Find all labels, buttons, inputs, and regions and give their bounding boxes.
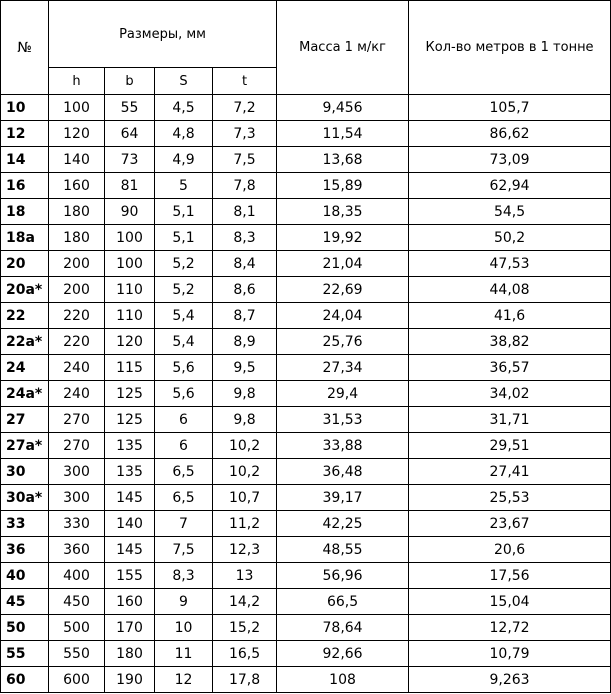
h-cell: 200 [49,251,105,277]
h-cell: 270 [49,407,105,433]
s-cell: 6 [155,407,213,433]
s-cell: 12 [155,667,213,693]
s-cell: 5,1 [155,199,213,225]
h-cell: 240 [49,381,105,407]
table-row [1,173,611,199]
profile-number-cell: 22 [1,303,49,329]
meters-cell: 105,7 [409,95,611,121]
mass-cell: 29,4 [277,381,409,407]
t-cell: 7,2 [213,95,277,121]
header-b: b [105,68,155,95]
meters-cell: 23,67 [409,511,611,537]
s-cell: 9 [155,589,213,615]
profile-number-cell: 24 [1,355,49,381]
b-cell: 81 [105,173,155,199]
meters-cell: 34,02 [409,381,611,407]
table-row [1,615,611,641]
t-cell: 8,9 [213,329,277,355]
profile-number-cell: 24а* [1,381,49,407]
t-cell: 10,2 [213,459,277,485]
table-row [1,381,611,407]
t-cell: 8,6 [213,277,277,303]
h-cell: 240 [49,355,105,381]
header-number: № [1,1,49,95]
h-cell: 400 [49,563,105,589]
b-cell: 170 [105,615,155,641]
mass-cell: 21,04 [277,251,409,277]
t-cell: 7,5 [213,147,277,173]
h-cell: 220 [49,329,105,355]
s-cell: 7,5 [155,537,213,563]
mass-cell: 39,17 [277,485,409,511]
b-cell: 110 [105,303,155,329]
header-mass: Масса 1 м/кг [277,1,409,95]
s-cell: 10 [155,615,213,641]
profile-number-cell: 16 [1,173,49,199]
s-cell: 4,8 [155,121,213,147]
h-cell: 300 [49,485,105,511]
table-row [1,199,611,225]
b-cell: 135 [105,433,155,459]
t-cell: 7,3 [213,121,277,147]
t-cell: 14,2 [213,589,277,615]
profile-number-cell: 22а* [1,329,49,355]
mass-cell: 78,64 [277,615,409,641]
b-cell: 140 [105,511,155,537]
h-cell: 100 [49,95,105,121]
mass-cell: 19,92 [277,225,409,251]
h-cell: 450 [49,589,105,615]
h-cell: 550 [49,641,105,667]
meters-cell: 29,51 [409,433,611,459]
s-cell: 5,6 [155,355,213,381]
profile-number-cell: 27 [1,407,49,433]
meters-cell: 44,08 [409,277,611,303]
s-cell: 8,3 [155,563,213,589]
t-cell: 9,8 [213,381,277,407]
h-cell: 330 [49,511,105,537]
b-cell: 90 [105,199,155,225]
meters-cell: 25,53 [409,485,611,511]
b-cell: 160 [105,589,155,615]
table-row [1,485,611,511]
b-cell: 125 [105,407,155,433]
profile-number-cell: 20а* [1,277,49,303]
b-cell: 100 [105,251,155,277]
table-row [1,121,611,147]
t-cell: 8,4 [213,251,277,277]
profile-number-cell: 45 [1,589,49,615]
mass-cell: 31,53 [277,407,409,433]
h-cell: 360 [49,537,105,563]
table-row [1,589,611,615]
mass-cell: 56,96 [277,563,409,589]
s-cell: 5,4 [155,329,213,355]
mass-cell: 36,48 [277,459,409,485]
b-cell: 55 [105,95,155,121]
t-cell: 9,8 [213,407,277,433]
profile-number-cell: 18 [1,199,49,225]
b-cell: 135 [105,459,155,485]
table-row [1,563,611,589]
table-row [1,329,611,355]
table-row [1,251,611,277]
table-row [1,537,611,563]
meters-cell: 36,57 [409,355,611,381]
mass-cell: 92,66 [277,641,409,667]
s-cell: 7 [155,511,213,537]
profile-number-cell: 33 [1,511,49,537]
meters-cell: 10,79 [409,641,611,667]
t-cell: 7,8 [213,173,277,199]
b-cell: 190 [105,667,155,693]
h-cell: 500 [49,615,105,641]
profile-number-cell: 10 [1,95,49,121]
profile-number-cell: 40 [1,563,49,589]
header-h: h [49,68,105,95]
h-cell: 270 [49,433,105,459]
s-cell: 4,9 [155,147,213,173]
header-dimensions: Размеры, мм [49,1,277,68]
t-cell: 17,8 [213,667,277,693]
s-cell: 5,1 [155,225,213,251]
h-cell: 140 [49,147,105,173]
mass-cell: 66,5 [277,589,409,615]
profile-number-cell: 27а* [1,433,49,459]
profile-number-cell: 18а [1,225,49,251]
mass-cell: 25,76 [277,329,409,355]
table-row [1,459,611,485]
profile-number-cell: 55 [1,641,49,667]
mass-cell: 11,54 [277,121,409,147]
meters-cell: 15,04 [409,589,611,615]
table-row [1,147,611,173]
profile-number-cell: 30а* [1,485,49,511]
t-cell: 15,2 [213,615,277,641]
h-cell: 120 [49,121,105,147]
mass-cell: 18,35 [277,199,409,225]
s-cell: 5,6 [155,381,213,407]
t-cell: 13 [213,563,277,589]
b-cell: 100 [105,225,155,251]
table-row [1,225,611,251]
mass-cell: 42,25 [277,511,409,537]
table-row [1,433,611,459]
h-cell: 200 [49,277,105,303]
h-cell: 300 [49,459,105,485]
h-cell: 180 [49,199,105,225]
table-row [1,303,611,329]
s-cell: 5,2 [155,277,213,303]
s-cell: 5 [155,173,213,199]
h-cell: 600 [49,667,105,693]
header-s: S [155,68,213,95]
h-cell: 160 [49,173,105,199]
table-row [1,355,611,381]
mass-cell: 108 [277,667,409,693]
table-row [1,641,611,667]
profile-number-cell: 14 [1,147,49,173]
t-cell: 16,5 [213,641,277,667]
meters-cell: 50,2 [409,225,611,251]
mass-cell: 27,34 [277,355,409,381]
b-cell: 115 [105,355,155,381]
mass-cell: 9,456 [277,95,409,121]
table-row [1,667,611,693]
meters-cell: 17,56 [409,563,611,589]
b-cell: 64 [105,121,155,147]
t-cell: 12,3 [213,537,277,563]
s-cell: 6,5 [155,459,213,485]
s-cell: 6 [155,433,213,459]
s-cell: 5,2 [155,251,213,277]
b-cell: 110 [105,277,155,303]
s-cell: 6,5 [155,485,213,511]
b-cell: 145 [105,485,155,511]
meters-cell: 73,09 [409,147,611,173]
table-body [1,95,611,693]
b-cell: 73 [105,147,155,173]
profile-number-cell: 12 [1,121,49,147]
s-cell: 11 [155,641,213,667]
h-cell: 220 [49,303,105,329]
table-row [1,511,611,537]
profile-number-cell: 50 [1,615,49,641]
mass-cell: 15,89 [277,173,409,199]
meters-cell: 54,5 [409,199,611,225]
h-cell: 180 [49,225,105,251]
t-cell: 10,2 [213,433,277,459]
header-meters-per-tonne: Кол-во метров в 1 тонне [409,1,611,95]
t-cell: 8,7 [213,303,277,329]
b-cell: 120 [105,329,155,355]
meters-cell: 41,6 [409,303,611,329]
header-t: t [213,68,277,95]
meters-cell: 38,82 [409,329,611,355]
t-cell: 8,3 [213,225,277,251]
t-cell: 9,5 [213,355,277,381]
b-cell: 125 [105,381,155,407]
profile-number-cell: 30 [1,459,49,485]
meters-cell: 20,6 [409,537,611,563]
mass-cell: 48,55 [277,537,409,563]
meters-cell: 27,41 [409,459,611,485]
meters-cell: 9,263 [409,667,611,693]
mass-cell: 13,68 [277,147,409,173]
t-cell: 8,1 [213,199,277,225]
meters-cell: 12,72 [409,615,611,641]
profile-number-cell: 36 [1,537,49,563]
mass-cell: 24,04 [277,303,409,329]
t-cell: 10,7 [213,485,277,511]
b-cell: 155 [105,563,155,589]
meters-cell: 86,62 [409,121,611,147]
b-cell: 145 [105,537,155,563]
meters-cell: 31,71 [409,407,611,433]
t-cell: 11,2 [213,511,277,537]
meters-cell: 47,53 [409,251,611,277]
mass-cell: 22,69 [277,277,409,303]
table-row [1,407,611,433]
table-row [1,95,611,121]
meters-cell: 62,94 [409,173,611,199]
profile-number-cell: 20 [1,251,49,277]
table-row [1,277,611,303]
s-cell: 5,4 [155,303,213,329]
profile-number-cell: 60 [1,667,49,693]
mass-cell: 33,88 [277,433,409,459]
s-cell: 4,5 [155,95,213,121]
b-cell: 180 [105,641,155,667]
